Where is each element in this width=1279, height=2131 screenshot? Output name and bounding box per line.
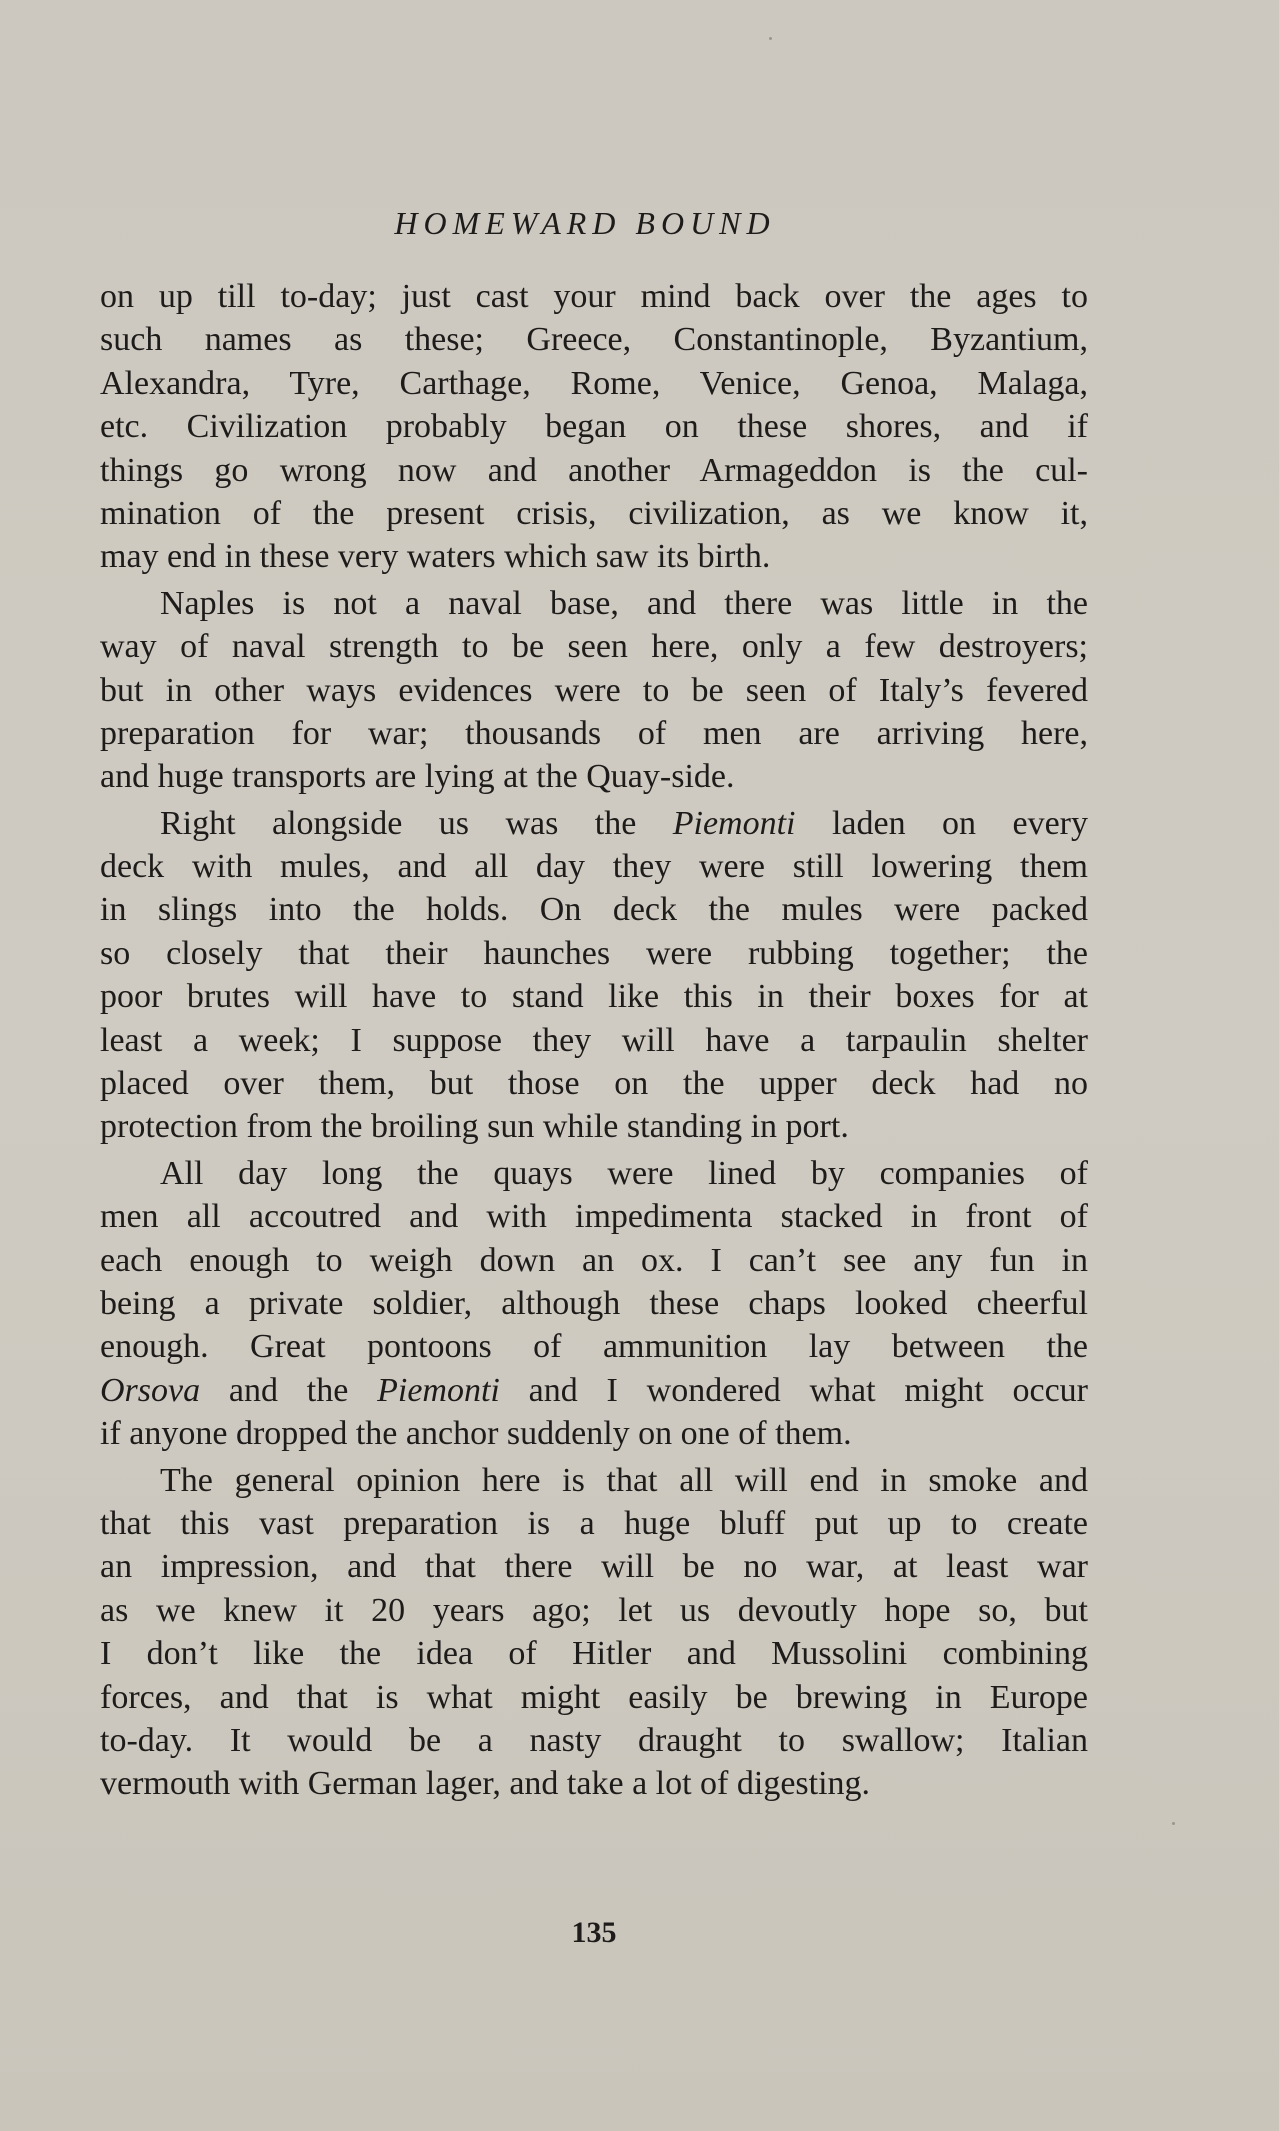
text-line: such names as these; Greece, Constantinople, Byzantium,: [100, 321, 1088, 359]
text-line: enough. Great pontoons of ammunition lay between the: [100, 1328, 1088, 1366]
ship-name: Orsova: [100, 1371, 201, 1409]
paragraph: [100, 582, 1088, 799]
text-line: in slings into the holds. On deck the mules were packed: [100, 891, 1088, 929]
text-line: etc. Civilization probably began on these shores, and if: [100, 408, 1088, 446]
text-line: may end in these very waters which saw its birth.: [100, 538, 771, 576]
text-line: things go wrong now and another Armageddon is the cul-: [100, 451, 1088, 489]
text-line: forces, and that is what might easily be brewing in Europe: [100, 1678, 1088, 1716]
text-line: but in other ways evidences were to be seen of Italy’s fevered: [100, 671, 1088, 709]
page-number: 135: [571, 1916, 617, 1949]
text-line: that this vast preparation is a huge bluff put up to create: [100, 1504, 1088, 1542]
body-text: [100, 275, 1088, 1806]
text-line: Alexandra, Tyre, Carthage, Rome, Venice, Genoa, Malaga,: [100, 364, 1088, 402]
text-line: preparation for war; thousands of men are arriving here,: [100, 714, 1088, 752]
text-line: Right alongside us was the Piemonti laden on every: [160, 804, 1088, 842]
text-line: protection from the broiling sun while standing in port.: [100, 1108, 849, 1146]
paragraph: [100, 1152, 1088, 1456]
text-line: least a week; I suppose they will have a tarpaulin shelter: [100, 1021, 1088, 1059]
paper-speck: [769, 37, 772, 40]
text-line: Orsova and the Piemonti and I wondered what might occur: [100, 1371, 1088, 1409]
text-line: to-day. It would be a nasty draught to swallow; Italian: [100, 1721, 1088, 1759]
ship-name: Piemonti: [672, 804, 796, 842]
text-line: I don’t like the idea of Hitler and Mussolini combining: [100, 1635, 1088, 1673]
text-line: each enough to weigh down an ox. I can’t see any fun in: [100, 1241, 1088, 1279]
paper-speck: [1172, 1822, 1175, 1825]
text-line: poor brutes will have to stand like this in their boxes for at: [100, 978, 1088, 1016]
text-line: Naples is not a naval base, and there was little in the: [160, 584, 1088, 622]
text-line: so closely that their haunches were rubbing together; the: [100, 934, 1088, 972]
running-head: HOMEWARD BOUND: [394, 205, 776, 241]
text-line: vermouth with German lager, and take a lot of digesting.: [100, 1765, 871, 1803]
paragraph: [100, 1459, 1088, 1806]
text-line: All day long the quays were lined by companies of: [160, 1154, 1088, 1192]
ship-name: Piemonti: [377, 1371, 500, 1409]
paragraph: [100, 275, 1088, 579]
text-line: an impression, and that there will be no war, at least war: [100, 1548, 1088, 1586]
text-line: placed over them, but those on the upper deck had no: [100, 1065, 1088, 1103]
paragraph: [100, 802, 1088, 1149]
text-line: The general opinion here is that all will end in smoke and: [160, 1461, 1088, 1499]
text-line: and huge transports are lying at the Quay-side.: [100, 758, 735, 796]
text-line: if anyone dropped the anchor suddenly on one of them.: [100, 1415, 852, 1453]
text-line: men all accoutred and with impedimenta stacked in front of: [100, 1198, 1088, 1236]
text-line: as we knew it 20 years ago; let us devoutly hope so, but: [100, 1591, 1088, 1629]
text-line: deck with mules, and all day they were still lowering them: [100, 848, 1088, 886]
text-line: mination of the present crisis, civilization, as we know it,: [100, 494, 1088, 532]
text-line: being a private soldier, although these chaps looked cheerful: [100, 1284, 1088, 1322]
text-line: on up till to-day; just cast your mind back over the ages to: [100, 278, 1088, 315]
text-line: way of naval strength to be seen here, only a few destroyers;: [100, 628, 1088, 666]
